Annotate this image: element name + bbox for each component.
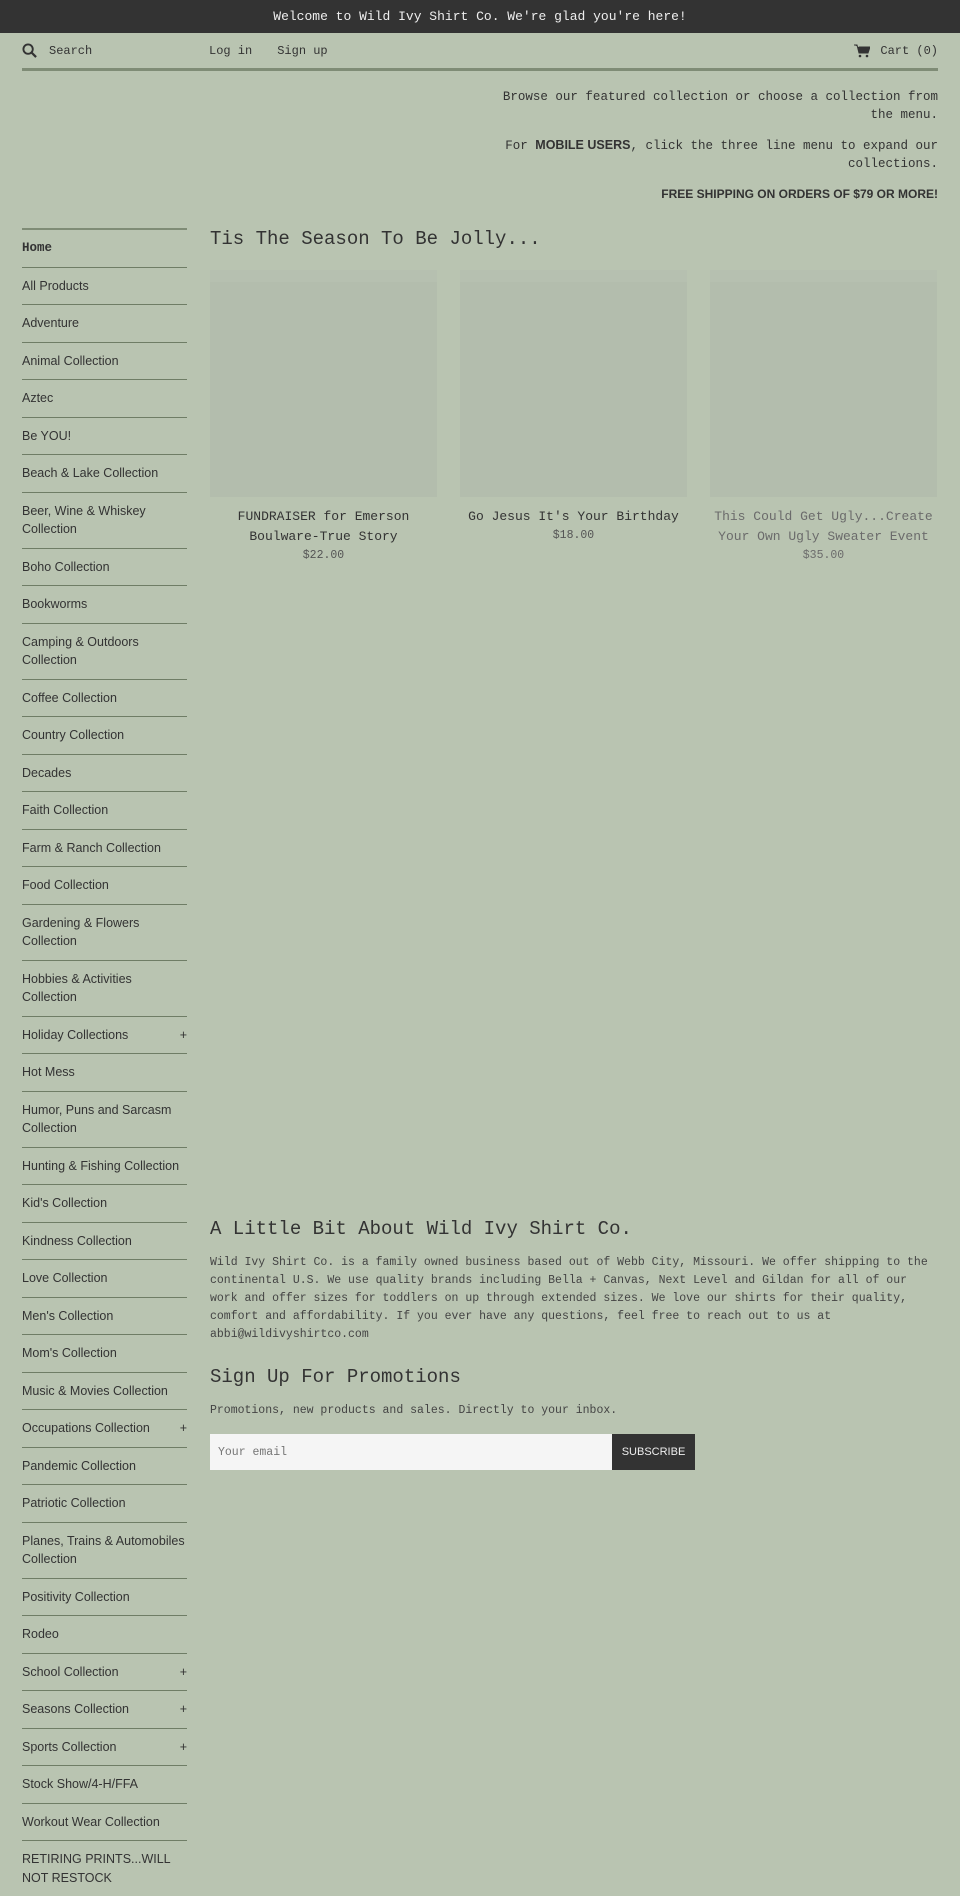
sidebar-item[interactable] xyxy=(22,1615,187,1653)
signup-link[interactable]: Sign up xyxy=(277,43,328,58)
sidebar-item[interactable] xyxy=(22,679,187,717)
sidebar-item[interactable] xyxy=(22,1053,187,1091)
sidebar-item-label: Occupations Collection xyxy=(22,1421,150,1435)
sidebar-item-label: Hunting & Fishing Collection xyxy=(22,1158,180,1173)
sidebar-item-label: Beach & Lake Collection xyxy=(22,466,159,480)
expand-plus-icon[interactable]: + xyxy=(179,1027,187,1042)
intro-text xyxy=(488,88,938,215)
product-price: $22.00 xyxy=(302,549,345,562)
about-body: Wild Ivy Shirt Co. is a family owned business based out of Webb City, Missouri. We offer shipping to the continental U.S. We use quality brands including Bella + Canvas, Next Level and Gildan for all of our work and offer sizes for toddlers on up through extended sizes. We love our shirts for their quality, comfort and affordability. If you ever have any questions, feel free to reach out to us at abbi@wildivyshirtco.com xyxy=(210,1256,928,1341)
sidebar-item[interactable] xyxy=(22,492,187,548)
sidebar-item-label: Pandemic Collection xyxy=(22,1458,136,1473)
sidebar-item-label: Planes, Trains & Automobiles Collection xyxy=(22,1533,185,1566)
sidebar-item-label: Love Collection xyxy=(22,1271,108,1285)
sidebar-item-label: Animal Collection xyxy=(22,353,119,368)
sidebar-item[interactable] xyxy=(22,228,187,267)
sidebar-item[interactable] xyxy=(22,1259,187,1297)
sidebar-item[interactable] xyxy=(22,1447,187,1485)
sidebar-item[interactable] xyxy=(22,304,187,342)
sidebar-item-label: Positivity Collection xyxy=(22,1589,130,1604)
about-section xyxy=(210,1218,940,1470)
browse-text: Browse our featured collection or choose a collection from the menu. xyxy=(502,90,938,122)
sidebar-item-label: Hobbies & Activities Collection xyxy=(22,971,132,1004)
sidebar-item[interactable] xyxy=(22,1184,187,1222)
sidebar-item-label: Food Collection xyxy=(22,878,109,892)
sidebar-item-label: Kindness Collection xyxy=(22,1233,132,1248)
sidebar-item-label: RETIRING PRINTS...WILL NOT RESTOCK xyxy=(22,1852,171,1885)
sidebar-item[interactable] xyxy=(22,1653,187,1691)
collection-sidebar xyxy=(22,228,187,1896)
product-title[interactable]: This Could Get Ugly...Create Your Own Ugly Sweater Event xyxy=(714,509,933,544)
product-card[interactable] xyxy=(460,270,687,565)
sidebar-item-label: Seasons Collection xyxy=(22,1702,130,1716)
search-form[interactable] xyxy=(22,33,209,68)
product-title[interactable]: Go Jesus It's Your Birthday xyxy=(468,509,679,524)
sidebar-item[interactable] xyxy=(22,716,187,754)
newsletter-form xyxy=(210,1434,940,1470)
newsletter-title: Sign Up For Promotions xyxy=(210,1366,461,1388)
expand-plus-icon[interactable]: + xyxy=(179,1739,187,1754)
sidebar-item[interactable] xyxy=(22,1690,187,1728)
email-input[interactable] xyxy=(210,1434,612,1470)
sidebar-item-label: Bookworms xyxy=(22,597,88,611)
newsletter-text: Promotions, new products and sales. Directly to your inbox. xyxy=(210,1404,618,1417)
product-title[interactable]: FUNDRAISER for Emerson Boulware-True Story xyxy=(237,509,410,544)
site-header xyxy=(22,33,938,71)
sidebar-item-label: Rodeo xyxy=(22,1627,59,1641)
sidebar-item[interactable] xyxy=(22,417,187,455)
mobile-prefix: For xyxy=(505,139,536,153)
sidebar-item[interactable] xyxy=(22,1372,187,1410)
sidebar-item[interactable] xyxy=(22,754,187,792)
login-link[interactable]: Log in xyxy=(209,43,253,58)
sidebar-item-label: Aztec xyxy=(22,391,54,405)
sidebar-item-label: Music & Movies Collection xyxy=(22,1383,168,1398)
shipping-notice: FREE SHIPPING ON ORDERS OF $79 OR MORE! xyxy=(661,187,938,201)
sidebar-item-label: Holiday Collections xyxy=(22,1027,129,1042)
product-grid xyxy=(210,270,938,565)
search-icon[interactable] xyxy=(22,43,37,58)
product-price: $35.00 xyxy=(802,549,845,562)
sidebar-item-label: Coffee Collection xyxy=(22,690,117,705)
sidebar-item[interactable] xyxy=(22,1578,187,1616)
sidebar-item-label: Kid's Collection xyxy=(22,1196,108,1210)
sidebar-item-label: Faith Collection xyxy=(22,803,109,817)
sidebar-item-label: Boho Collection xyxy=(22,559,110,574)
subscribe-button[interactable]: SUBSCRIBE xyxy=(612,1434,695,1470)
product-image[interactable] xyxy=(460,270,687,497)
mobile-suffix: , click the three line menu to expand our collections. xyxy=(630,139,938,171)
sidebar-item[interactable] xyxy=(22,379,187,417)
sidebar-item[interactable] xyxy=(22,1297,187,1335)
sidebar-item[interactable] xyxy=(22,1222,187,1260)
sidebar-item[interactable] xyxy=(22,1728,187,1766)
sidebar-item[interactable] xyxy=(22,1409,187,1447)
sidebar-item-label: All Products xyxy=(22,278,89,293)
sidebar-item[interactable] xyxy=(22,1016,187,1054)
search-input[interactable]: Search xyxy=(49,43,93,58)
sidebar-item-label: Stock Show/4-H/FFA xyxy=(22,1777,139,1791)
expand-plus-icon[interactable]: + xyxy=(179,1702,187,1716)
sidebar-item[interactable] xyxy=(22,454,187,492)
sidebar-item-label: Gardening & Flowers Collection xyxy=(22,915,140,948)
expand-plus-icon[interactable]: + xyxy=(179,1421,187,1435)
sidebar-item-label: Farm & Ranch Collection xyxy=(22,840,161,855)
product-card[interactable] xyxy=(210,270,437,565)
featured-collection xyxy=(210,228,938,565)
featured-title: Tis The Season To Be Jolly... xyxy=(210,228,541,250)
sidebar-item-label: Patriotic Collection xyxy=(22,1496,126,1510)
sidebar-item-label: Mom's Collection xyxy=(22,1346,117,1360)
sidebar-item[interactable] xyxy=(22,1522,187,1578)
announcement-bar: Welcome to Wild Ivy Shirt Co. We're glad you're here! xyxy=(0,0,960,33)
sidebar-item[interactable] xyxy=(22,267,187,305)
sidebar-item[interactable] xyxy=(22,342,187,380)
product-price: $18.00 xyxy=(552,529,595,542)
sidebar-item[interactable] xyxy=(22,791,187,829)
sidebar-item-label: Humor, Puns and Sarcasm Collection xyxy=(22,1102,172,1135)
mobile-text xyxy=(488,136,938,173)
sidebar-item-label: Hot Mess xyxy=(22,1065,75,1079)
sidebar-item[interactable] xyxy=(22,585,187,623)
cart-label: Cart (0) xyxy=(880,43,938,58)
sidebar-item[interactable] xyxy=(22,960,187,1016)
sidebar-item-label: Beer, Wine & Whiskey Collection xyxy=(22,503,146,536)
sidebar-item-label: Men's Collection xyxy=(22,1308,114,1323)
sidebar-item[interactable] xyxy=(22,1803,187,1841)
product-image[interactable] xyxy=(210,270,437,497)
sidebar-item-label: Camping & Outdoors Collection xyxy=(22,634,139,667)
sidebar-item-label: School Collection xyxy=(22,1664,119,1679)
sidebar-item[interactable] xyxy=(22,829,187,867)
sidebar-item[interactable] xyxy=(22,1091,187,1147)
sidebar-item[interactable] xyxy=(22,904,187,960)
mobile-bold: MOBILE USERS xyxy=(535,138,631,152)
sidebar-item[interactable] xyxy=(22,1334,187,1372)
sidebar-item[interactable] xyxy=(22,1147,187,1185)
sidebar-item-label: Sports Collection xyxy=(22,1739,117,1754)
sidebar-item-label: Decades xyxy=(22,765,72,780)
cart-icon xyxy=(854,44,870,58)
product-card[interactable] xyxy=(710,270,937,565)
cart-link[interactable] xyxy=(854,44,938,58)
sidebar-item[interactable] xyxy=(22,623,187,679)
expand-plus-icon[interactable]: + xyxy=(179,1664,187,1679)
sidebar-item[interactable] xyxy=(22,548,187,586)
product-image[interactable] xyxy=(710,270,937,497)
sidebar-item[interactable] xyxy=(22,1765,187,1803)
sidebar-item-label: Workout Wear Collection xyxy=(22,1814,160,1829)
sidebar-item-label: Be YOU! xyxy=(22,428,72,443)
sidebar-item[interactable] xyxy=(22,1484,187,1522)
sidebar-item-label: Adventure xyxy=(22,316,79,330)
sidebar-item-label: Home xyxy=(22,241,53,255)
about-title: A Little Bit About Wild Ivy Shirt Co. xyxy=(210,1218,632,1240)
sidebar-item[interactable] xyxy=(22,866,187,904)
sidebar-item-label: Country Collection xyxy=(22,728,125,742)
sidebar-item[interactable] xyxy=(22,1840,187,1896)
